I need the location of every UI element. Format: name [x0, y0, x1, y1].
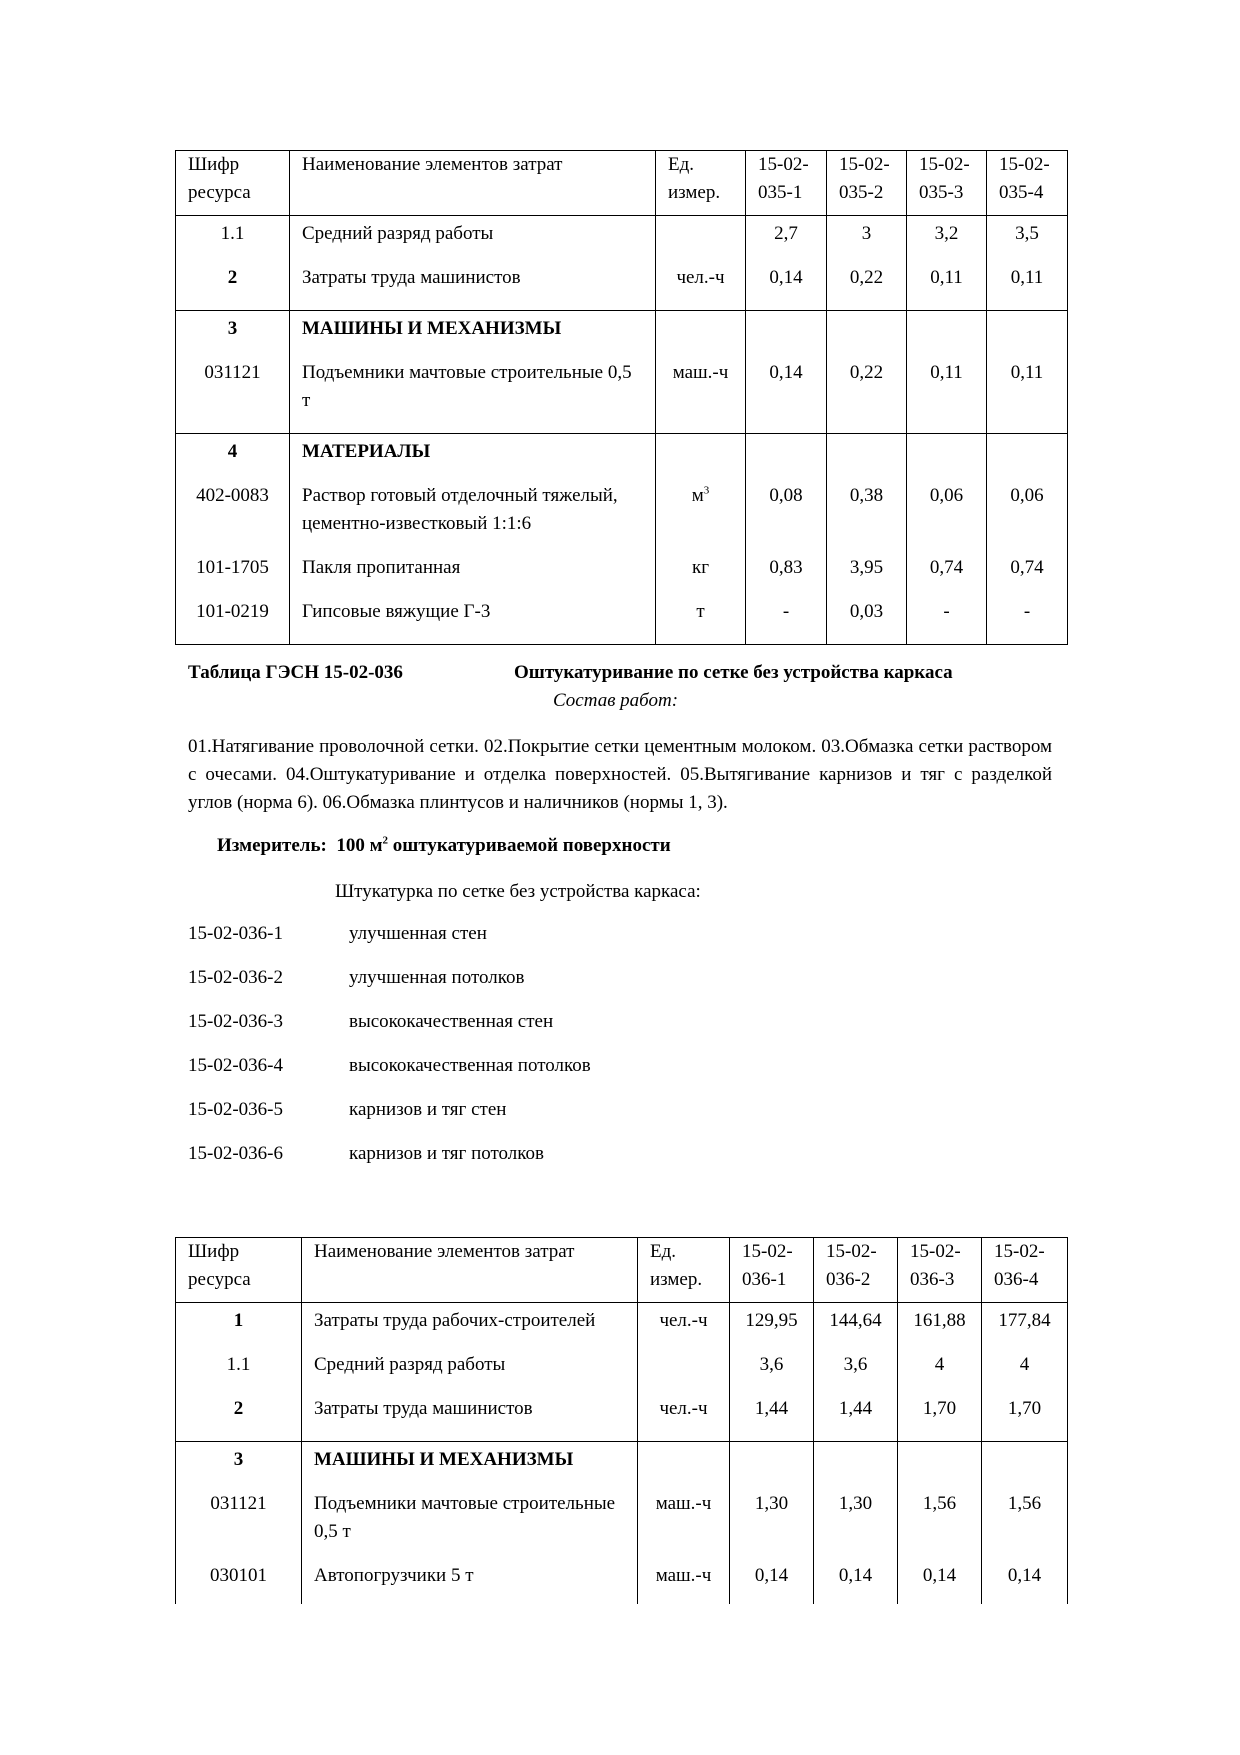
table-header-row [176, 151, 1068, 216]
table-row [176, 1335, 1068, 1379]
cell-name: Затраты труда машинистов [290, 248, 656, 311]
cell-b: 1,44 [814, 1379, 898, 1442]
cell-d: 0,74 [987, 538, 1068, 582]
norm-code: 15-02-036-1 [188, 923, 283, 944]
cell-name: Раствор готовый отделочный тяжелый, цементно-известковый 1:1:6 [290, 466, 656, 538]
cell-code: 031121 [176, 343, 290, 434]
cell-unit: маш.-ч [638, 1474, 730, 1546]
cell-name: Гипсовые вяжущие Г-3 [290, 582, 656, 645]
cell-c: 0,74 [907, 538, 987, 582]
table-row [176, 538, 1068, 582]
cell-c: 161,88 [898, 1303, 982, 1336]
table-row [176, 466, 1068, 538]
cell-code: 030101 [176, 1546, 302, 1604]
cell-code: 1 [176, 1303, 302, 1336]
measure-superscript: 2 [382, 834, 389, 847]
table-row [176, 1474, 1068, 1546]
cell-d: 0,11 [987, 343, 1068, 434]
cell-b: 3,95 [827, 538, 907, 582]
cell-d: - [987, 582, 1068, 645]
resource-table-15-02-036 [175, 1237, 1068, 1604]
cell-d: 0,06 [987, 466, 1068, 538]
header-code: Шифр ресурса [176, 1238, 302, 1303]
table-header-row [176, 1238, 1068, 1303]
cell-a: - [746, 582, 827, 645]
cell-d: 0,11 [987, 248, 1068, 311]
cell-a: 0,14 [746, 248, 827, 311]
cell-unit: чел.-ч [638, 1379, 730, 1442]
norm-description: улучшенная стен [349, 923, 487, 944]
header-unit: Ед. измер. [638, 1238, 730, 1303]
norm-description: карнизов и тяг стен [349, 1099, 507, 1120]
cell-a: 3,6 [730, 1335, 814, 1379]
table-row [176, 1379, 1068, 1442]
cell-unit: чел.-ч [638, 1303, 730, 1336]
cell-unit: маш.-ч [638, 1546, 730, 1604]
cell-name: Пакля пропитанная [290, 538, 656, 582]
cell-b: 0,14 [814, 1546, 898, 1604]
unit-superscript: 3 [703, 484, 710, 497]
norm-code: 15-02-036-2 [188, 967, 283, 988]
cell-c: 0,14 [898, 1546, 982, 1604]
norm-code: 15-02-036-6 [188, 1143, 283, 1164]
cell-name: Затраты труда машинистов [302, 1379, 638, 1442]
norm-description: карнизов и тяг потолков [349, 1143, 545, 1164]
group-row-machines [176, 1442, 1068, 1475]
norm-description: улучшенная потолков [349, 967, 525, 988]
work-composition-text: 01.Натягивание проволочной сетки. 02.Покрытие сетки цементным молоком. 03.Обмазка сетки раствором с очесами. 04.Оштукатуривание и отделка поверхностей. 05.Вытягивание карнизов и тяг с разделкой углов (норма 6). 06.Обмазка плинтусов и наличников (нормы 1, 3). [188, 736, 1052, 813]
cell-code: 2 [176, 1379, 302, 1442]
table-code: Таблица ГЭСН 15-02-036 [188, 662, 403, 683]
norm-description: высококачественная потолков [349, 1055, 591, 1076]
cell-a: 0,14 [730, 1546, 814, 1604]
cell-a: 0,83 [746, 538, 827, 582]
norm-description: высококачественная стен [349, 1011, 554, 1032]
table-row [176, 248, 1068, 311]
cell-d: 0,14 [982, 1546, 1068, 1604]
group-title: МАШИНЫ И МЕХАНИЗМЫ [302, 1442, 638, 1475]
cell-unit: $м^3$ [656, 466, 746, 538]
cell-code: 031121 [176, 1474, 302, 1546]
header-col-a: 15-02-036-1 [730, 1238, 814, 1303]
cell-name: Средний разряд работы [302, 1335, 638, 1379]
cell-d: 4 [982, 1335, 1068, 1379]
cell-b: 3 [827, 216, 907, 249]
cell-a: 1,30 [730, 1474, 814, 1546]
work-composition-label: Состав работ: [553, 690, 679, 711]
cell-code: 101-1705 [176, 538, 290, 582]
group-title: МАШИНЫ И МЕХАНИЗМЫ [290, 311, 656, 344]
header-code: Шифр ресурса [176, 151, 290, 216]
cell-b: 0,22 [827, 343, 907, 434]
cell-a: 0,14 [746, 343, 827, 434]
cell-code: 2 [176, 248, 290, 311]
table-name: Оштукатуривание по сетке без устройства каркаса [514, 662, 953, 683]
cell-unit: маш.-ч [656, 343, 746, 434]
measure-value: 100 м [336, 835, 383, 856]
measure-label: Измеритель: [217, 835, 327, 856]
measure-rest: оштукатуриваемой поверхности [392, 835, 671, 856]
cell-d: 3,5 [987, 216, 1068, 249]
cell-unit: чел.-ч [656, 248, 746, 311]
header-col-b: 15-02-035-2 [827, 151, 907, 216]
cell-c: 3,2 [907, 216, 987, 249]
cell-code: 1.1 [176, 216, 290, 249]
norms-caption: Штукатурка по сетке без устройства каркаса: [335, 881, 701, 902]
cell-a: 0,08 [746, 466, 827, 538]
header-col-d: 15-02-035-4 [987, 151, 1068, 216]
norm-code: 15-02-036-3 [188, 1011, 283, 1032]
cell-c: 1,56 [898, 1474, 982, 1546]
cell-name: Затраты труда рабочих-строителей [302, 1303, 638, 1336]
cell-a: 129,95 [730, 1303, 814, 1336]
cell-b: 3,6 [814, 1335, 898, 1379]
cell-d: 1,70 [982, 1379, 1068, 1442]
cell-d: 177,84 [982, 1303, 1068, 1336]
group-row-machines [176, 311, 1068, 344]
cell-unit [638, 1335, 730, 1379]
cell-name: Подъемники мачтовые строительные 0,5 т [290, 343, 656, 434]
cell-c: - [907, 582, 987, 645]
cell-name: Средний разряд работы [290, 216, 656, 249]
header-col-b: 15-02-036-2 [814, 1238, 898, 1303]
norm-code: 15-02-036-5 [188, 1099, 283, 1120]
cell-code: 402-0083 [176, 466, 290, 538]
cell-c: 0,11 [907, 248, 987, 311]
cell-code: 3 [176, 311, 290, 344]
measure-unit [217, 832, 671, 860]
table-row [176, 343, 1068, 434]
cell-c: 4 [898, 1335, 982, 1379]
cell-name: Автопогрузчики 5 т [302, 1546, 638, 1604]
cell-unit [656, 216, 746, 249]
header-unit: Ед. измер. [656, 151, 746, 216]
norm-code: 15-02-036-4 [188, 1055, 283, 1076]
header-name: Наименование элементов затрат [302, 1238, 638, 1303]
cell-unit: кг [656, 538, 746, 582]
header-col-d: 15-02-036-4 [982, 1238, 1068, 1303]
header-col-a: 15-02-035-1 [746, 151, 827, 216]
table-row [176, 1303, 1068, 1336]
cell-b: 144,64 [814, 1303, 898, 1336]
table-row [176, 582, 1068, 645]
cell-c: 0,06 [907, 466, 987, 538]
cell-b: 1,30 [814, 1474, 898, 1546]
cell-b: 0,22 [827, 248, 907, 311]
group-row-materials [176, 434, 1068, 467]
header-col-c: 15-02-036-3 [898, 1238, 982, 1303]
table-row [176, 1546, 1068, 1604]
header-col-c: 15-02-035-3 [907, 151, 987, 216]
resource-table-15-02-035 [175, 150, 1068, 645]
cell-code: 3 [176, 1442, 302, 1475]
cell-c: 1,70 [898, 1379, 982, 1442]
cell-c: 0,11 [907, 343, 987, 434]
cell-unit: т [656, 582, 746, 645]
cell-code: 101-0219 [176, 582, 290, 645]
cell-b: 0,38 [827, 466, 907, 538]
cell-d: 1,56 [982, 1474, 1068, 1546]
cell-a: 2,7 [746, 216, 827, 249]
header-name: Наименование элементов затрат [290, 151, 656, 216]
table-row [176, 216, 1068, 249]
cell-name: Подъемники мачтовые строительные 0,5 т [302, 1474, 638, 1546]
cell-code: 1.1 [176, 1335, 302, 1379]
cell-code: 4 [176, 434, 290, 467]
cell-b: 0,03 [827, 582, 907, 645]
group-title: МАТЕРИАЛЫ [290, 434, 656, 467]
cell-a: 1,44 [730, 1379, 814, 1442]
